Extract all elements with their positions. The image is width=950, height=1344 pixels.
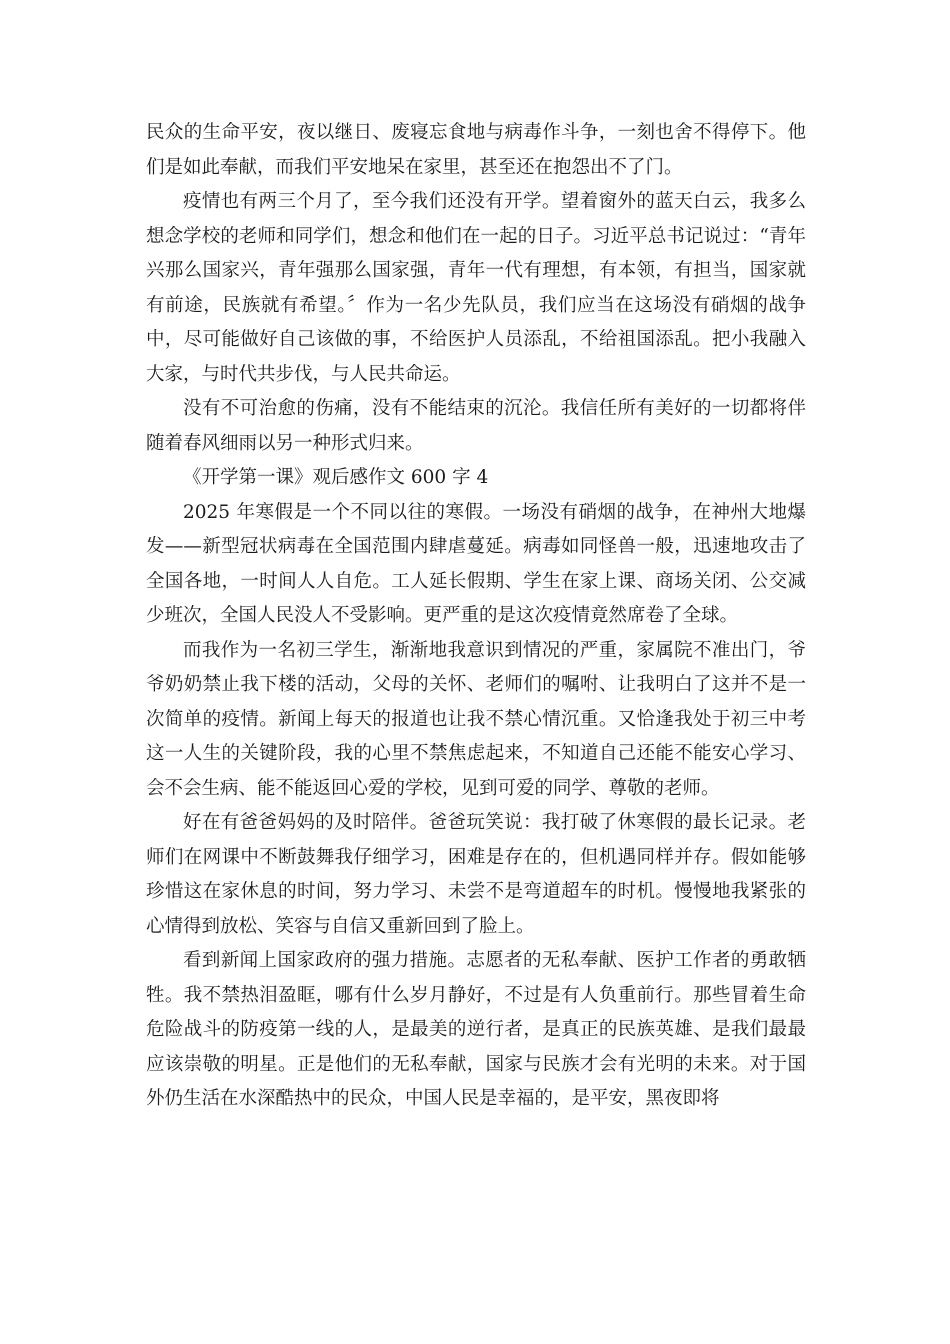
paragraph-3: 没有不可治愈的伤痛，没有不能结束的沉沦。我信任所有美好的一切都将伴随着春风细雨以另一种形式归来。	[146, 398, 806, 454]
essay-title: 《开学第一课》观后感作文 600 字 4	[183, 467, 489, 488]
paragraph-1: 民众的生命平安，夜以继日、废寝忘食地与病毒作斗争，一刻也舍不得停下。他们是如此奉献，而我们平安地呆在家里，甚至还在抱怨出不了门。	[146, 122, 806, 178]
paragraph-5: 而我作为一名初三学生，渐渐地我意识到情况的严重，家属院不准出门，爷爷奶奶禁止我下楼的活动，父母的关怀、老师们的嘱咐、让我明白了这并不是一次简单的疫情。新闻上每天的报道也让我不禁心情沉重。又恰逢我处于初三中考这一人生的关键阶段，我的心里不禁焦虑起来，不知道自己还能不能安心学习、会不会生病、能不能返回心爱的学校，见到可爱的同学、尊敬的老师。	[146, 639, 806, 799]
paragraph-2: 疫情也有两三个月了，至今我们还没有开学。望着窗外的蓝天白云，我多么想念学校的老师和同学们，想念和他们在一起的日子。习近平总书记说过：“青年兴那么国家兴，青年强那么国家强，青年一代有理想，有本领，有担当，国家就有前途，民族就有希望。〞作为一名少先队员，我们应当在这场没有硝烟的战争中，尽可能做好自己该做的事，不给医护人员添乱，不给祖国添乱。把小我融入大家，与时代共步伐，与人民共命运。	[146, 191, 806, 385]
paragraph-4: 2025 年寒假是一个不同以往的寒假。一场没有硝烟的战争，在神州大地爆发——新型冠状病毒在全国范围内肆虐蔓延。病毒如同怪兽一般，迅速地攻击了全国各地，一时间人人自危。工人延长假期、学生在家上课、商场关闭、公交减少班次，全国人民没人不受影响。更严重的是这次疫情竟然席卷了全球。	[146, 501, 806, 626]
paragraph-6: 好在有爸爸妈妈的及时陪伴。爸爸玩笑说：我打破了休寒假的最长记录。老师们在网课中不断鼓舞我仔细学习，困难是存在的，但机遇同样并存。假如能够珍惜这在家休息的时间，努力学习、未尝不是弯道超车的时机。慢慢地我紧张的心情得到放松、笑容与自信又重新回到了脸上。	[146, 812, 806, 937]
document-page	[146, 116, 806, 1117]
paragraph-7: 看到新闻上国家政府的强力措施。志愿者的无私奉献、医护工作者的勇敢牺牲。我不禁热泪盈眶，哪有什么岁月静好，不过是有人负重前行。那些冒着生命危险战斗的防疫第一线的人，是最美的逆行者，是真正的民族英雄、是我们最最应该崇敬的明星。正是他们的无私奉献，国家与民族才会有光明的未来。对于国外仍生活在水深酷热中的民众，中国人民是幸福的，是平安，黑夜即将	[146, 950, 806, 1109]
